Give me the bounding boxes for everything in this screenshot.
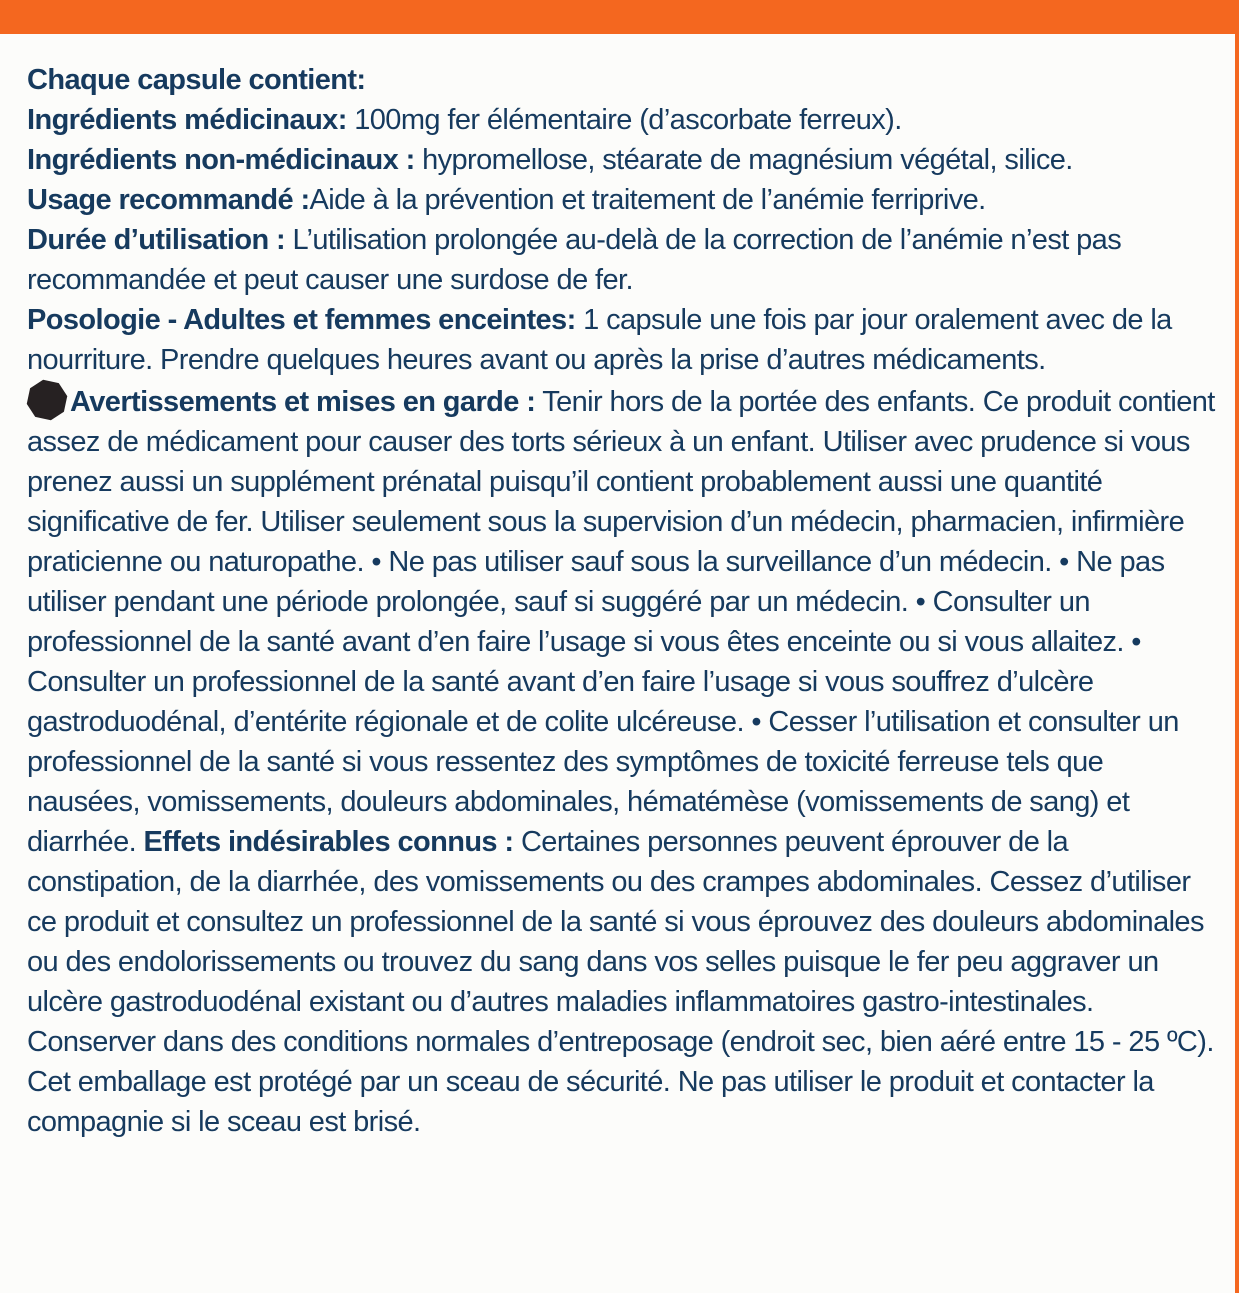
warnings-row xyxy=(27,380,1217,1142)
dosage-label: Posologie - Adultes et femmes enceintes: xyxy=(27,304,576,336)
dosage-row xyxy=(27,300,1217,380)
recommended-use-row xyxy=(27,180,1217,220)
dosage-value: 1 capsule une fois par jour oralement avec de la nourriture. Prendre quelques heures avant ou après la prise d’autres médicaments. xyxy=(27,304,1172,376)
duration-of-use-row xyxy=(27,220,1217,300)
non-medicinal-ingredients-row xyxy=(27,140,1217,180)
non-medicinal-ingredients-value: hypromellose, stéarate de magnésium végétal, silice. xyxy=(414,144,1073,176)
medicinal-ingredients-row xyxy=(27,100,1217,140)
capsule-contents-heading xyxy=(27,60,1217,100)
orange-right-strip xyxy=(1235,0,1239,1293)
capsule-contents-label: Chaque capsule contient: xyxy=(27,64,366,96)
non-medicinal-ingredients-label: Ingrédients non-médicinaux : xyxy=(27,144,415,176)
label-text-block xyxy=(27,60,1217,1142)
recommended-use-label: Usage recommandé : xyxy=(27,184,310,216)
orange-top-bar xyxy=(0,0,1239,34)
stop-octagon-icon xyxy=(27,380,67,420)
duration-of-use-label: Durée d’utilisation : xyxy=(27,224,286,256)
warnings-value: Tenir hors de la portée des enfants. Ce produit contient assez de médicament pour causer des torts sérieux à un enfant. Utiliser avec prudence si vous prenez aussi un supplément prénatal puisqu’il contient probablement aussi une quantité significative de fer. Utiliser seulement sous la supervision d’un médecin, pharmacien, infirmière praticienne ou naturopathe. • Ne pas utiliser sauf sous la surveillance d’un médecin. • Ne pas utiliser pendant une période prolongée, sauf si suggéré par un médecin. • Consulter un professionnel de la santé avant d’en faire l’usage si vous êtes enceinte ou si vous allaitez. • Consulter un professionnel de la santé avant d’en faire l’usage si vous souffrez d’ulcère gastroduodénal, d’entérite régionale et de colite ulcéreuse. • Cesser l’utilisation et consulter un professionnel de la santé si vous ressentez des symptômes de toxicité ferreuse tels que nausées, vomissements, douleurs abdominales, hématémèse (vomissements de sang) et diarrhée. xyxy=(27,386,1215,858)
medicinal-ingredients-value: 100mg fer élémentaire (d’ascorbate ferreux). xyxy=(346,104,902,136)
recommended-use-value: Aide à la prévention et traitement de l’anémie ferriprive. xyxy=(309,184,986,216)
known-adverse-effects-value: Certaines personnes peuvent éprouver de la constipation, de la diarrhée, des vomissements ou des crampes abdominales. Cessez d’utiliser ce produit et consultez un professionnel de la santé si vous éprouvez des douleurs abdominales ou des endolorissements ou trouvez du sang dans vos selles puisque le fer peu aggraver un ulcère gastroduodénal existant ou d’autres maladies inflammatoires gastro-intestinales. Conserver dans des conditions normales d’entreposage (endroit sec, bien aéré entre 15 - 25 ºC). Cet emballage est protégé par un sceau de sécurité. Ne pas utiliser le produit et contacter la compagnie si le sceau est brisé. xyxy=(27,826,1214,1138)
known-adverse-effects-label: Effets indésirables connus : xyxy=(143,826,514,858)
warnings-label: Avertissements et mises en garde : xyxy=(70,386,536,418)
duration-of-use-value: L’utilisation prolongée au-delà de la correction de l’anémie n’est pas recommandée et peut causer une surdose de fer. xyxy=(27,224,1122,296)
medicinal-ingredients-label: Ingrédients médicinaux: xyxy=(27,104,347,136)
